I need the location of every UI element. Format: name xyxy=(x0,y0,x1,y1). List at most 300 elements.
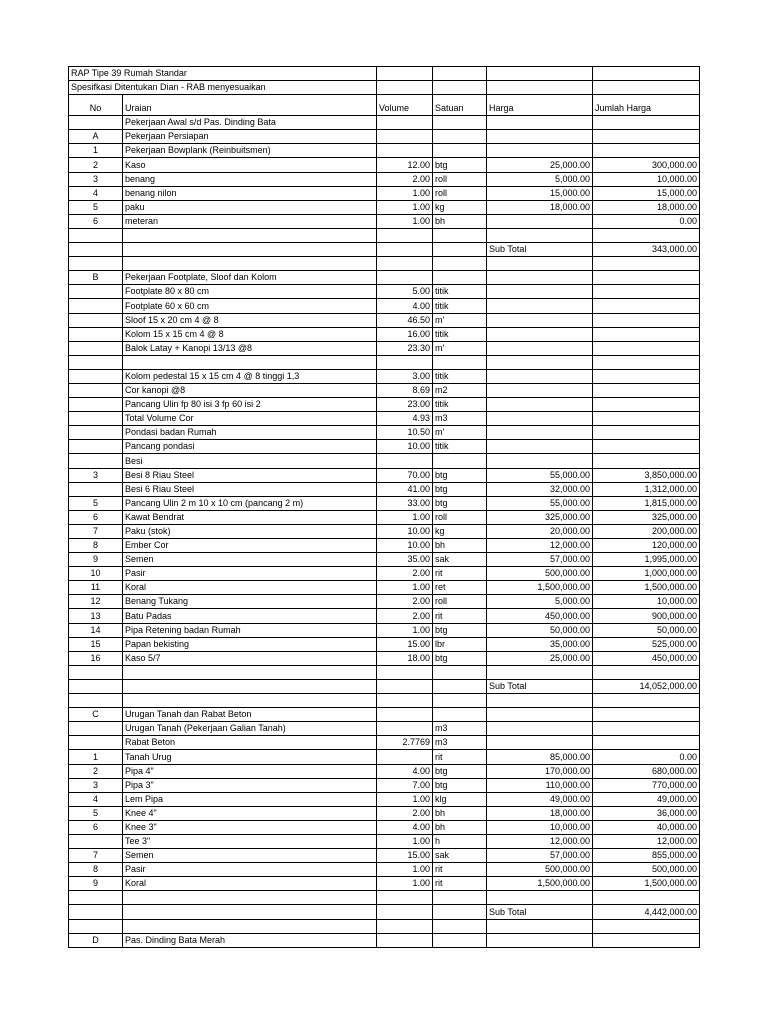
cell-no[interactable]: 14 xyxy=(69,623,123,637)
cell-satuan[interactable]: m2 xyxy=(433,383,487,397)
cell-harga[interactable]: 25,000.00 xyxy=(487,158,593,172)
cell-uraian[interactable]: Tee 3" xyxy=(123,834,377,848)
cell-satuan[interactable]: rit xyxy=(433,863,487,877)
cell-harga[interactable]: 5,000.00 xyxy=(487,172,593,186)
cell-jumlah[interactable] xyxy=(593,228,700,242)
cell-no[interactable] xyxy=(69,679,123,693)
cell-harga[interactable] xyxy=(487,412,593,426)
cell-volume[interactable]: 33.00 xyxy=(377,496,433,510)
cell-satuan[interactable]: rit xyxy=(433,877,487,891)
cell-harga[interactable] xyxy=(487,299,593,313)
cell-harga[interactable]: 5,000.00 xyxy=(487,595,593,609)
cell-uraian[interactable] xyxy=(123,355,377,369)
cell-volume[interactable]: 4.93 xyxy=(377,412,433,426)
cell-volume[interactable]: 2.7769 xyxy=(377,736,433,750)
cell-harga[interactable] xyxy=(487,355,593,369)
cell-jumlah[interactable] xyxy=(593,440,700,454)
cell-jumlah[interactable] xyxy=(593,355,700,369)
cell-jumlah[interactable]: 10,000.00 xyxy=(593,172,700,186)
cell-volume[interactable]: 3.00 xyxy=(377,369,433,383)
cell-uraian[interactable] xyxy=(123,679,377,693)
cell-harga[interactable]: 12,000.00 xyxy=(487,834,593,848)
cell-satuan[interactable] xyxy=(433,708,487,722)
cell-uraian[interactable]: Footplate 60 x 60 cm xyxy=(123,299,377,313)
cell-volume[interactable]: 46.50 xyxy=(377,313,433,327)
cell-jumlah[interactable] xyxy=(593,736,700,750)
cell-uraian[interactable]: meteran xyxy=(123,214,377,228)
cell-no[interactable]: 7 xyxy=(69,524,123,538)
cell-jumlah[interactable] xyxy=(593,454,700,468)
cell-harga[interactable] xyxy=(487,130,593,144)
cell-uraian[interactable]: Cor kanopi @8 xyxy=(123,383,377,397)
cell-volume[interactable]: 1.00 xyxy=(377,214,433,228)
cell-uraian[interactable]: Lem Pipa xyxy=(123,792,377,806)
cell-volume[interactable]: 4.00 xyxy=(377,299,433,313)
cell-satuan[interactable]: btg xyxy=(433,764,487,778)
cell-no[interactable]: 8 xyxy=(69,863,123,877)
cell-jumlah[interactable] xyxy=(593,722,700,736)
cell-jumlah[interactable] xyxy=(593,412,700,426)
cell-jumlah[interactable]: 1,500,000.00 xyxy=(593,877,700,891)
cell-uraian[interactable]: Batu Padas xyxy=(123,609,377,623)
cell-jumlah[interactable]: 1,312,000.00 xyxy=(593,482,700,496)
cell-uraian[interactable]: Pekerjaan Persiapan xyxy=(123,130,377,144)
cell-satuan[interactable]: roll xyxy=(433,172,487,186)
cell-uraian[interactable] xyxy=(123,665,377,679)
cell-satuan[interactable]: titik xyxy=(433,285,487,299)
cell-no[interactable] xyxy=(69,665,123,679)
cell-uraian[interactable]: Pancang Ulin fp 80 isi 3 fp 60 isi 2 xyxy=(123,398,377,412)
cell-harga[interactable] xyxy=(487,454,593,468)
cell-satuan[interactable]: titik xyxy=(433,440,487,454)
cell-satuan[interactable]: titik xyxy=(433,299,487,313)
cell-satuan[interactable]: m' xyxy=(433,313,487,327)
cell-harga[interactable] xyxy=(487,440,593,454)
cell-jumlah[interactable] xyxy=(593,694,700,708)
cell-volume[interactable]: 23.00 xyxy=(377,398,433,412)
cell-satuan[interactable]: h xyxy=(433,834,487,848)
cell-jumlah[interactable]: 1,815,000.00 xyxy=(593,496,700,510)
cell-jumlah[interactable] xyxy=(593,426,700,440)
cell-no[interactable]: 2 xyxy=(69,764,123,778)
cell-satuan[interactable]: m' xyxy=(433,341,487,355)
cell-harga[interactable]: 57,000.00 xyxy=(487,849,593,863)
cell-uraian[interactable]: Semen xyxy=(123,849,377,863)
cell-satuan[interactable] xyxy=(433,679,487,693)
cell-no[interactable]: 6 xyxy=(69,510,123,524)
cell-volume[interactable]: 15.00 xyxy=(377,637,433,651)
cell-jumlah[interactable] xyxy=(593,313,700,327)
cell-harga[interactable]: Sub Total xyxy=(487,905,593,919)
cell-harga[interactable]: 20,000.00 xyxy=(487,524,593,538)
cell-harga[interactable] xyxy=(487,285,593,299)
cell-satuan[interactable]: m3 xyxy=(433,736,487,750)
cell-volume[interactable]: 1.00 xyxy=(377,186,433,200)
cell-volume[interactable]: 35.00 xyxy=(377,553,433,567)
cell-volume[interactable]: 7.00 xyxy=(377,778,433,792)
cell-uraian[interactable] xyxy=(123,891,377,905)
cell-volume[interactable] xyxy=(377,665,433,679)
cell-harga[interactable]: 1,500,000.00 xyxy=(487,581,593,595)
cell-no[interactable] xyxy=(69,327,123,341)
cell-no[interactable] xyxy=(69,313,123,327)
cell-no[interactable] xyxy=(69,285,123,299)
cell-volume[interactable] xyxy=(377,116,433,130)
cell-volume[interactable] xyxy=(377,355,433,369)
cell-volume[interactable]: 5.00 xyxy=(377,285,433,299)
cell-uraian[interactable]: Balok Latay + Kanopi 13/13 @8 xyxy=(123,341,377,355)
cell-no[interactable] xyxy=(69,341,123,355)
cell-volume[interactable]: 2.00 xyxy=(377,567,433,581)
cell-jumlah[interactable]: 4,442,000.00 xyxy=(593,905,700,919)
cell-uraian[interactable]: Total Volume Cor xyxy=(123,412,377,426)
cell-satuan[interactable]: bh xyxy=(433,539,487,553)
cell-volume[interactable]: 2.00 xyxy=(377,595,433,609)
cell-no[interactable] xyxy=(69,736,123,750)
cell-satuan[interactable] xyxy=(433,891,487,905)
cell-harga[interactable] xyxy=(487,933,593,947)
cell-satuan[interactable]: btg xyxy=(433,468,487,482)
cell-satuan[interactable] xyxy=(433,665,487,679)
cell-jumlah[interactable] xyxy=(593,665,700,679)
cell-volume[interactable]: 15.00 xyxy=(377,849,433,863)
cell-uraian[interactable] xyxy=(123,243,377,257)
cell-volume[interactable] xyxy=(377,130,433,144)
cell-jumlah[interactable]: 300,000.00 xyxy=(593,158,700,172)
cell-harga[interactable]: 55,000.00 xyxy=(487,496,593,510)
cell-satuan[interactable]: rit xyxy=(433,609,487,623)
cell-satuan[interactable]: rit xyxy=(433,567,487,581)
cell-volume[interactable]: 1.00 xyxy=(377,581,433,595)
cell-uraian[interactable]: Pekerjaan Awal s/d Pas. Dinding Bata xyxy=(123,116,377,130)
cell-no[interactable] xyxy=(69,454,123,468)
cell-volume[interactable] xyxy=(377,750,433,764)
cell-harga[interactable]: 55,000.00 xyxy=(487,468,593,482)
cell-satuan[interactable]: roll xyxy=(433,510,487,524)
cell-no[interactable] xyxy=(69,355,123,369)
cell-uraian[interactable]: Kaso xyxy=(123,158,377,172)
cell-jumlah[interactable]: 200,000.00 xyxy=(593,524,700,538)
cell-harga[interactable]: 170,000.00 xyxy=(487,764,593,778)
cell-no[interactable] xyxy=(69,834,123,848)
cell-volume[interactable]: 4.00 xyxy=(377,764,433,778)
cell-jumlah[interactable]: 14,052,000.00 xyxy=(593,679,700,693)
cell-jumlah[interactable]: 680,000.00 xyxy=(593,764,700,778)
cell-no[interactable]: 9 xyxy=(69,877,123,891)
cell-uraian[interactable]: Rabat Beton xyxy=(123,736,377,750)
cell-volume[interactable] xyxy=(377,228,433,242)
cell-volume[interactable] xyxy=(377,454,433,468)
cell-satuan[interactable]: btg xyxy=(433,778,487,792)
cell-volume[interactable] xyxy=(377,243,433,257)
cell-volume[interactable]: 8.69 xyxy=(377,383,433,397)
cell-satuan[interactable] xyxy=(433,144,487,158)
cell-harga[interactable]: 18,000.00 xyxy=(487,200,593,214)
cell-jumlah[interactable]: 3,850,000.00 xyxy=(593,468,700,482)
cell-volume[interactable] xyxy=(377,722,433,736)
cell-no[interactable] xyxy=(69,722,123,736)
cell-jumlah[interactable]: 36,000.00 xyxy=(593,806,700,820)
cell-uraian[interactable]: Pasir xyxy=(123,567,377,581)
cell-no[interactable] xyxy=(69,257,123,271)
cell-volume[interactable]: 2.00 xyxy=(377,172,433,186)
cell-uraian[interactable]: Benang Tukang xyxy=(123,595,377,609)
cell-harga[interactable] xyxy=(487,341,593,355)
cell-uraian[interactable]: Urugan Tanah (Pekerjaan Galian Tanah) xyxy=(123,722,377,736)
cell-no[interactable] xyxy=(69,228,123,242)
cell-no[interactable]: 6 xyxy=(69,214,123,228)
cell-volume[interactable]: 10.50 xyxy=(377,426,433,440)
cell-no[interactable] xyxy=(69,905,123,919)
cell-satuan[interactable] xyxy=(433,116,487,130)
cell-harga[interactable]: 18,000.00 xyxy=(487,806,593,820)
cell-jumlah[interactable]: 450,000.00 xyxy=(593,651,700,665)
cell-volume[interactable] xyxy=(377,891,433,905)
cell-harga[interactable] xyxy=(487,257,593,271)
cell-volume[interactable]: 1.00 xyxy=(377,200,433,214)
cell-satuan[interactable]: bh xyxy=(433,806,487,820)
cell-satuan[interactable] xyxy=(433,694,487,708)
cell-uraian[interactable]: Sloof 15 x 20 cm 4 @ 8 xyxy=(123,313,377,327)
cell-harga[interactable]: 12,000.00 xyxy=(487,539,593,553)
cell-uraian[interactable]: Kolom 15 x 15 cm 4 @ 8 xyxy=(123,327,377,341)
cell-no[interactable]: 3 xyxy=(69,172,123,186)
cell-uraian[interactable]: Pekerjaan Footplate, Sloof dan Kolom xyxy=(123,271,377,285)
cell-no[interactable]: 15 xyxy=(69,637,123,651)
cell-volume[interactable]: 2.00 xyxy=(377,806,433,820)
cell-jumlah[interactable]: 500,000.00 xyxy=(593,863,700,877)
cell-uraian[interactable]: Besi 8 Riau Steel xyxy=(123,468,377,482)
cell-harga[interactable]: 10,000.00 xyxy=(487,820,593,834)
cell-volume[interactable]: 12.00 xyxy=(377,158,433,172)
cell-harga[interactable]: Sub Total xyxy=(487,679,593,693)
cell-uraian[interactable]: Koral xyxy=(123,581,377,595)
cell-satuan[interactable]: titik xyxy=(433,398,487,412)
cell-satuan[interactable]: ret xyxy=(433,581,487,595)
cell-no[interactable] xyxy=(69,482,123,496)
cell-satuan[interactable]: lbr xyxy=(433,637,487,651)
cell-no[interactable] xyxy=(69,243,123,257)
cell-no[interactable]: 12 xyxy=(69,595,123,609)
cell-no[interactable]: 1 xyxy=(69,144,123,158)
cell-no[interactable] xyxy=(69,369,123,383)
cell-satuan[interactable]: rit xyxy=(433,750,487,764)
cell-harga[interactable] xyxy=(487,144,593,158)
cell-volume[interactable] xyxy=(377,271,433,285)
cell-jumlah[interactable] xyxy=(593,919,700,933)
cell-satuan[interactable]: sak xyxy=(433,849,487,863)
cell-no[interactable]: 11 xyxy=(69,581,123,595)
cell-harga[interactable] xyxy=(487,228,593,242)
cell-no[interactable] xyxy=(69,299,123,313)
cell-jumlah[interactable]: 343,000.00 xyxy=(593,243,700,257)
cell-uraian[interactable]: Pancang Ulin 2 m 10 x 10 cm (pancang 2 m) xyxy=(123,496,377,510)
cell-jumlah[interactable]: 525,000.00 xyxy=(593,637,700,651)
cell-jumlah[interactable]: 18,000.00 xyxy=(593,200,700,214)
cell-jumlah[interactable] xyxy=(593,116,700,130)
cell-volume[interactable] xyxy=(377,905,433,919)
cell-jumlah[interactable]: 0.00 xyxy=(593,214,700,228)
cell-jumlah[interactable] xyxy=(593,285,700,299)
cell-no[interactable]: 5 xyxy=(69,806,123,820)
cell-jumlah[interactable]: 12,000.00 xyxy=(593,834,700,848)
cell-no[interactable]: 5 xyxy=(69,200,123,214)
cell-jumlah[interactable]: 770,000.00 xyxy=(593,778,700,792)
cell-harga[interactable] xyxy=(487,665,593,679)
cell-satuan[interactable]: btg xyxy=(433,651,487,665)
cell-no[interactable]: 2 xyxy=(69,158,123,172)
cell-uraian[interactable]: Kaso 5/7 xyxy=(123,651,377,665)
cell-harga[interactable]: 500,000.00 xyxy=(487,863,593,877)
cell-no[interactable] xyxy=(69,426,123,440)
cell-harga[interactable]: 57,000.00 xyxy=(487,553,593,567)
cell-harga[interactable] xyxy=(487,708,593,722)
cell-no[interactable]: 5 xyxy=(69,496,123,510)
cell-no[interactable]: 4 xyxy=(69,186,123,200)
cell-uraian[interactable] xyxy=(123,228,377,242)
cell-satuan[interactable]: titik xyxy=(433,369,487,383)
cell-harga[interactable] xyxy=(487,398,593,412)
cell-no[interactable] xyxy=(69,919,123,933)
cell-volume[interactable] xyxy=(377,679,433,693)
cell-harga[interactable] xyxy=(487,313,593,327)
cell-harga[interactable] xyxy=(487,214,593,228)
cell-satuan[interactable]: roll xyxy=(433,186,487,200)
cell-jumlah[interactable] xyxy=(593,144,700,158)
cell-satuan[interactable] xyxy=(433,130,487,144)
cell-jumlah[interactable] xyxy=(593,299,700,313)
cell-volume[interactable] xyxy=(377,257,433,271)
cell-jumlah[interactable] xyxy=(593,933,700,947)
cell-uraian[interactable]: Kolom pedestal 15 x 15 cm 4 @ 8 tinggi 1,3 xyxy=(123,369,377,383)
cell-satuan[interactable] xyxy=(433,454,487,468)
cell-harga[interactable]: 110,000.00 xyxy=(487,778,593,792)
cell-harga[interactable]: 500,000.00 xyxy=(487,567,593,581)
cell-satuan[interactable] xyxy=(433,919,487,933)
cell-no[interactable]: 3 xyxy=(69,468,123,482)
cell-harga[interactable]: 325,000.00 xyxy=(487,510,593,524)
cell-jumlah[interactable]: 1,000,000.00 xyxy=(593,567,700,581)
cell-satuan[interactable] xyxy=(433,905,487,919)
cell-no[interactable]: 16 xyxy=(69,651,123,665)
cell-jumlah[interactable] xyxy=(593,257,700,271)
cell-harga[interactable]: 49,000.00 xyxy=(487,792,593,806)
cell-harga[interactable]: 450,000.00 xyxy=(487,609,593,623)
cell-satuan[interactable] xyxy=(433,243,487,257)
cell-satuan[interactable]: titik xyxy=(433,327,487,341)
cell-uraian[interactable]: Besi 6 Riau Steel xyxy=(123,482,377,496)
cell-satuan[interactable] xyxy=(433,271,487,285)
cell-harga[interactable] xyxy=(487,722,593,736)
cell-uraian[interactable]: Pas. Dinding Bata Merah xyxy=(123,933,377,947)
cell-satuan[interactable]: m3 xyxy=(433,412,487,426)
cell-harga[interactable] xyxy=(487,327,593,341)
cell-uraian[interactable] xyxy=(123,694,377,708)
cell-no[interactable]: 13 xyxy=(69,609,123,623)
cell-volume[interactable] xyxy=(377,694,433,708)
cell-no[interactable]: 4 xyxy=(69,792,123,806)
cell-jumlah[interactable] xyxy=(593,891,700,905)
cell-volume[interactable]: 1.00 xyxy=(377,792,433,806)
cell-uraian[interactable]: benang nilon xyxy=(123,186,377,200)
cell-no[interactable]: 8 xyxy=(69,539,123,553)
cell-uraian[interactable]: Footplate 80 x 80 cm xyxy=(123,285,377,299)
cell-satuan[interactable] xyxy=(433,355,487,369)
cell-jumlah[interactable]: 900,000.00 xyxy=(593,609,700,623)
cell-uraian[interactable]: Tanah Urug xyxy=(123,750,377,764)
cell-satuan[interactable]: m3 xyxy=(433,722,487,736)
cell-uraian[interactable] xyxy=(123,257,377,271)
cell-satuan[interactable]: bh xyxy=(433,214,487,228)
cell-uraian[interactable] xyxy=(123,919,377,933)
cell-volume[interactable]: 41.00 xyxy=(377,482,433,496)
cell-harga[interactable] xyxy=(487,369,593,383)
cell-no[interactable] xyxy=(69,440,123,454)
cell-satuan[interactable]: btg xyxy=(433,482,487,496)
cell-jumlah[interactable] xyxy=(593,130,700,144)
cell-uraian[interactable]: Kawat Bendrat xyxy=(123,510,377,524)
cell-no[interactable] xyxy=(69,412,123,426)
cell-harga[interactable]: 50,000.00 xyxy=(487,623,593,637)
cell-jumlah[interactable]: 15,000.00 xyxy=(593,186,700,200)
cell-satuan[interactable]: m' xyxy=(433,426,487,440)
cell-jumlah[interactable]: 50,000.00 xyxy=(593,623,700,637)
cell-volume[interactable] xyxy=(377,144,433,158)
cell-satuan[interactable]: klg xyxy=(433,792,487,806)
cell-volume[interactable] xyxy=(377,708,433,722)
cell-satuan[interactable] xyxy=(433,933,487,947)
cell-jumlah[interactable]: 120,000.00 xyxy=(593,539,700,553)
cell-jumlah[interactable] xyxy=(593,369,700,383)
cell-satuan[interactable] xyxy=(433,228,487,242)
cell-satuan[interactable]: bh xyxy=(433,820,487,834)
cell-harga[interactable]: 25,000.00 xyxy=(487,651,593,665)
cell-no[interactable]: 10 xyxy=(69,567,123,581)
cell-satuan[interactable]: btg xyxy=(433,158,487,172)
cell-jumlah[interactable] xyxy=(593,327,700,341)
cell-no[interactable]: B xyxy=(69,271,123,285)
cell-uraian[interactable]: Pipa 3" xyxy=(123,778,377,792)
cell-uraian[interactable] xyxy=(123,905,377,919)
cell-satuan[interactable]: sak xyxy=(433,553,487,567)
cell-jumlah[interactable]: 855,000.00 xyxy=(593,849,700,863)
cell-jumlah[interactable]: 0.00 xyxy=(593,750,700,764)
cell-harga[interactable] xyxy=(487,919,593,933)
cell-uraian[interactable]: Koral xyxy=(123,877,377,891)
cell-no[interactable] xyxy=(69,891,123,905)
cell-uraian[interactable]: benang xyxy=(123,172,377,186)
cell-uraian[interactable]: Pasir xyxy=(123,863,377,877)
cell-uraian[interactable]: Urugan Tanah dan Rabat Beton xyxy=(123,708,377,722)
cell-satuan[interactable] xyxy=(433,257,487,271)
cell-uraian[interactable]: Pekerjaan Bowplank (Reinbuitsmen) xyxy=(123,144,377,158)
cell-volume[interactable]: 23.30 xyxy=(377,341,433,355)
cell-no[interactable] xyxy=(69,694,123,708)
cell-no[interactable] xyxy=(69,383,123,397)
cell-satuan[interactable]: btg xyxy=(433,496,487,510)
cell-jumlah[interactable] xyxy=(593,398,700,412)
cell-harga[interactable]: 35,000.00 xyxy=(487,637,593,651)
cell-harga[interactable] xyxy=(487,271,593,285)
cell-jumlah[interactable]: 1,995,000.00 xyxy=(593,553,700,567)
cell-volume[interactable]: 1.00 xyxy=(377,510,433,524)
cell-uraian[interactable]: Besi xyxy=(123,454,377,468)
cell-jumlah[interactable] xyxy=(593,271,700,285)
cell-harga[interactable] xyxy=(487,891,593,905)
cell-harga[interactable]: 85,000.00 xyxy=(487,750,593,764)
cell-harga[interactable]: Sub Total xyxy=(487,243,593,257)
cell-uraian[interactable]: Knee 4" xyxy=(123,806,377,820)
